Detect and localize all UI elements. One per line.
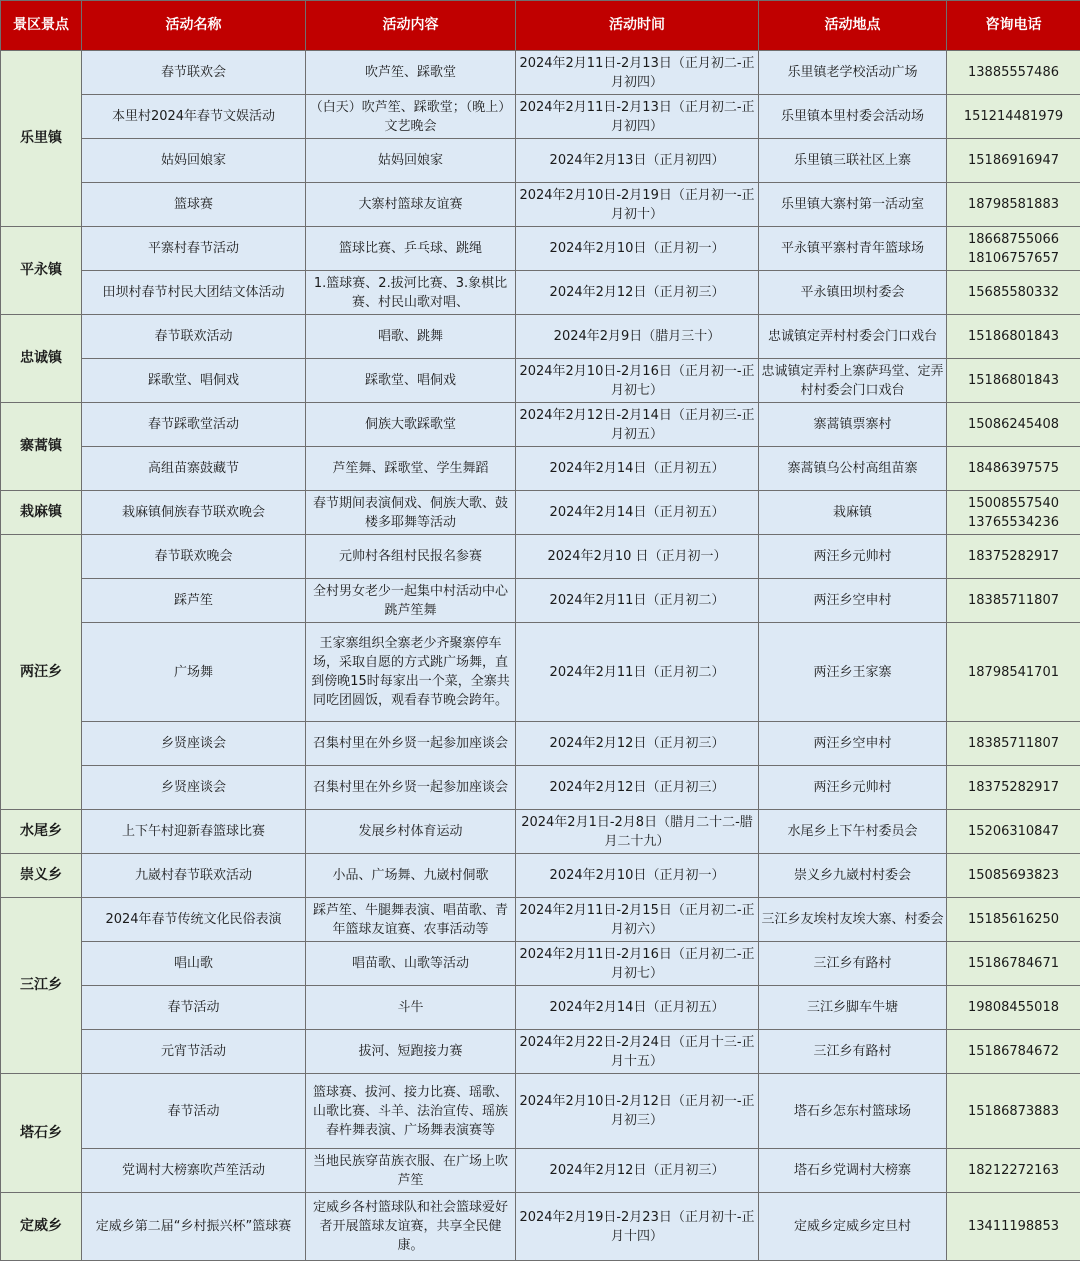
activity-name-cell: 乡贤座谈会 (82, 722, 306, 766)
activity-place-cell: 乐里镇大寨村第一活动室 (759, 183, 947, 227)
activity-place-cell: 定威乡定威乡定旦村 (759, 1193, 947, 1261)
activity-name-cell: 本里村2024年春节文娱活动 (82, 95, 306, 139)
phone-cell: 15186801843 (947, 315, 1080, 359)
activity-time-cell: 2024年2月12日（正月初三） (516, 766, 759, 810)
activity-place-cell: 乐里镇本里村委会活动场 (759, 95, 947, 139)
activity-content-cell: 唱苗歌、山歌等活动 (306, 942, 516, 986)
phone-cell: 15085693823 (947, 854, 1080, 898)
table-row (1, 1030, 1080, 1074)
activity-time-cell: 2024年2月11日-2月15日（正月初二-正月初六） (516, 898, 759, 942)
activity-name-cell: 踩歌堂、唱侗戏 (82, 359, 306, 403)
table-row (1, 491, 1080, 535)
area-cell: 定威乡 (1, 1193, 82, 1261)
activity-place-cell: 忠诚镇定弄村村委会门口戏台 (759, 315, 947, 359)
table-row (1, 810, 1080, 854)
activity-name-cell: 高组苗寨鼓藏节 (82, 447, 306, 491)
activity-time-cell: 2024年2月11日-2月13日（正月初二-正月初四） (516, 51, 759, 95)
phone-cell: 18668755066 18106757657 (947, 227, 1080, 271)
activity-name-cell: 上下午村迎新春篮球比赛 (82, 810, 306, 854)
activity-place-cell: 三江乡有路村 (759, 1030, 947, 1074)
phone-cell: 19808455018 (947, 986, 1080, 1030)
activity-place-cell: 两汪乡元帅村 (759, 535, 947, 579)
activity-content-cell: 吹芦笙、踩歌堂 (306, 51, 516, 95)
table-row (1, 359, 1080, 403)
activity-time-cell: 2024年2月14日（正月初五） (516, 491, 759, 535)
area-cell: 忠诚镇 (1, 315, 82, 403)
activity-name-cell: 踩芦笙 (82, 579, 306, 623)
table-row (1, 271, 1080, 315)
phone-cell: 18375282917 (947, 766, 1080, 810)
activity-time-cell: 2024年2月10日（正月初一） (516, 227, 759, 271)
activity-time-cell: 2024年2月11日（正月初二） (516, 623, 759, 722)
activity-place-cell: 乐里镇三联社区上寨 (759, 139, 947, 183)
activity-name-cell: 九崴村春节联欢活动 (82, 854, 306, 898)
table-row (1, 623, 1080, 722)
activity-time-cell: 2024年2月9日（腊月三十） (516, 315, 759, 359)
activity-time-cell: 2024年2月22日-2月24日（正月十三-正月十五） (516, 1030, 759, 1074)
activity-content-cell: 篮球赛、拔河、接力比赛、瑶歌、山歌比赛、斗羊、法治宣传、瑶族春杵舞表演、广场舞表演赛等 (306, 1074, 516, 1149)
phone-cell: 18375282917 (947, 535, 1080, 579)
phone-cell: 15185616250 (947, 898, 1080, 942)
area-cell: 崇义乡 (1, 854, 82, 898)
activity-name-cell: 元宵节活动 (82, 1030, 306, 1074)
activity-content-cell: 王家寨组织全寨老少齐聚寨停车场，采取自愿的方式跳广场舞，直到傍晚15时每家出一个菜，全寨共同吃团圆饭，观看春节晚会跨年。 (306, 623, 516, 722)
table-row (1, 227, 1080, 271)
area-cell: 栽麻镇 (1, 491, 82, 535)
area-cell: 平永镇 (1, 227, 82, 315)
activity-content-cell: 篮球比赛、乒乓球、跳绳 (306, 227, 516, 271)
activity-content-cell: 芦笙舞、踩歌堂、学生舞蹈 (306, 447, 516, 491)
phone-cell: 13885557486 (947, 51, 1080, 95)
activity-place-cell: 崇义乡九崴村村委会 (759, 854, 947, 898)
activity-name-cell: 栽麻镇侗族春节联欢晚会 (82, 491, 306, 535)
activity-name-cell: 春节联欢晚会 (82, 535, 306, 579)
activity-time-cell: 2024年2月13日（正月初四） (516, 139, 759, 183)
table-row (1, 1149, 1080, 1193)
activity-content-cell: 踩芦笙、牛腿舞表演、唱苗歌、青年篮球友谊赛、农事活动等 (306, 898, 516, 942)
activity-name-cell: 乡贤座谈会 (82, 766, 306, 810)
area-cell: 乐里镇 (1, 51, 82, 227)
phone-cell: 15186916947 (947, 139, 1080, 183)
activity-time-cell: 2024年2月14日（正月初五） (516, 447, 759, 491)
table-row (1, 95, 1080, 139)
table-row (1, 1074, 1080, 1149)
area-cell: 塔石乡 (1, 1074, 82, 1193)
activity-name-cell: 春节联欢会 (82, 51, 306, 95)
table-row (1, 766, 1080, 810)
activity-name-cell: 广场舞 (82, 623, 306, 722)
phone-cell: 15685580332 (947, 271, 1080, 315)
table-row (1, 315, 1080, 359)
table-row (1, 447, 1080, 491)
area-cell: 两汪乡 (1, 535, 82, 810)
activity-time-cell: 2024年2月12日（正月初三） (516, 1149, 759, 1193)
activity-content-cell: 小品、广场舞、九崴村侗歌 (306, 854, 516, 898)
activity-time-cell: 2024年2月10 日（正月初一） (516, 535, 759, 579)
activity-place-cell: 两汪乡元帅村 (759, 766, 947, 810)
activity-time-cell: 2024年2月11日-2月16日（正月初二-正月初七） (516, 942, 759, 986)
activity-time-cell: 2024年2月10日-2月12日（正月初一-正月初三） (516, 1074, 759, 1149)
header-phone: 咨询电话 (947, 1, 1080, 51)
activity-time-cell: 2024年2月11日-2月13日（正月初二-正月初四） (516, 95, 759, 139)
activity-place-cell: 两汪乡空申村 (759, 579, 947, 623)
activity-place-cell: 塔石乡怎东村篮球场 (759, 1074, 947, 1149)
table-row (1, 51, 1080, 95)
phone-cell: 15008557540 13765534236 (947, 491, 1080, 535)
activity-place-cell: 两汪乡王家寨 (759, 623, 947, 722)
activity-place-cell: 寨蒿镇乌公村高组苗寨 (759, 447, 947, 491)
header-activity-content: 活动内容 (306, 1, 516, 51)
activity-name-cell: 平寨村春节活动 (82, 227, 306, 271)
activity-name-cell: 田坝村春节村民大团结文体活动 (82, 271, 306, 315)
activity-content-cell: 侗族大歌踩歌堂 (306, 403, 516, 447)
activity-name-cell: 春节联欢活动 (82, 315, 306, 359)
phone-cell: 18212272163 (947, 1149, 1080, 1193)
table-row (1, 942, 1080, 986)
phone-cell: 13411198853 (947, 1193, 1080, 1261)
table-row (1, 1193, 1080, 1261)
table-row (1, 986, 1080, 1030)
activity-content-cell: 唱歌、跳舞 (306, 315, 516, 359)
activity-content-cell: （白天）吹芦笙、踩歌堂；（晚上）文艺晚会 (306, 95, 516, 139)
header-activity-place: 活动地点 (759, 1, 947, 51)
phone-cell: 18798541701 (947, 623, 1080, 722)
activity-content-cell: 召集村里在外乡贤一起参加座谈会 (306, 766, 516, 810)
table-row (1, 898, 1080, 942)
activity-content-cell: 姑妈回娘家 (306, 139, 516, 183)
activity-name-cell: 2024年春节传统文化民俗表演 (82, 898, 306, 942)
activity-content-cell: 召集村里在外乡贤一起参加座谈会 (306, 722, 516, 766)
header-activity-name: 活动名称 (82, 1, 306, 51)
phone-cell: 15186784671 (947, 942, 1080, 986)
phone-cell: 18798581883 (947, 183, 1080, 227)
activity-place-cell: 寨蒿镇票寨村 (759, 403, 947, 447)
activity-name-cell: 春节活动 (82, 986, 306, 1030)
table-row (1, 183, 1080, 227)
phone-cell: 15186801843 (947, 359, 1080, 403)
table-body (1, 51, 1080, 1261)
activity-time-cell: 2024年2月12日（正月初三） (516, 722, 759, 766)
header-area: 景区景点 (1, 1, 82, 51)
phone-cell: 18385711807 (947, 579, 1080, 623)
activity-time-cell: 2024年2月12日（正月初三） (516, 271, 759, 315)
table-row (1, 722, 1080, 766)
activity-place-cell: 两汪乡空申村 (759, 722, 947, 766)
activity-name-cell: 春节活动 (82, 1074, 306, 1149)
activity-time-cell: 2024年2月10日-2月19日（正月初一-正月初十） (516, 183, 759, 227)
activity-name-cell: 春节踩歌堂活动 (82, 403, 306, 447)
activity-content-cell: 全村男女老少一起集中村活动中心跳芦笙舞 (306, 579, 516, 623)
activity-time-cell: 2024年2月10日-2月16日（正月初一-正月初七） (516, 359, 759, 403)
activity-content-cell: 大寨村篮球友谊赛 (306, 183, 516, 227)
phone-cell: 18385711807 (947, 722, 1080, 766)
area-cell: 水尾乡 (1, 810, 82, 854)
activity-content-cell: 1.篮球赛、2.拔河比赛、3.象棋比赛、村民山歌对唱、 (306, 271, 516, 315)
activity-content-cell: 踩歌堂、唱侗戏 (306, 359, 516, 403)
activity-place-cell: 三江乡友埃村友埃大寨、村委会 (759, 898, 947, 942)
header-row (1, 1, 1080, 51)
activity-place-cell: 塔石乡党调村大榜寨 (759, 1149, 947, 1193)
header-activity-time: 活动时间 (516, 1, 759, 51)
activity-content-cell: 拔河、短跑接力赛 (306, 1030, 516, 1074)
activity-content-cell: 斗牛 (306, 986, 516, 1030)
table-row (1, 854, 1080, 898)
activity-place-cell: 三江乡有路村 (759, 942, 947, 986)
activity-name-cell: 党调村大榜寨吹芦笙活动 (82, 1149, 306, 1193)
activity-place-cell: 栽麻镇 (759, 491, 947, 535)
table-row (1, 579, 1080, 623)
phone-cell: 15186784672 (947, 1030, 1080, 1074)
activity-name-cell: 篮球赛 (82, 183, 306, 227)
activity-name-cell: 定威乡第二届“乡村振兴杯”篮球赛 (82, 1193, 306, 1261)
activity-place-cell: 乐里镇老学校活动广场 (759, 51, 947, 95)
phone-cell: 18486397575 (947, 447, 1080, 491)
activity-time-cell: 2024年2月12日-2月14日（正月初三-正月初五） (516, 403, 759, 447)
activity-time-cell: 2024年2月11日（正月初二） (516, 579, 759, 623)
table-row (1, 403, 1080, 447)
activity-place-cell: 平永镇田坝村委会 (759, 271, 947, 315)
phone-cell: 15186873883 (947, 1074, 1080, 1149)
activity-content-cell: 发展乡村体育运动 (306, 810, 516, 854)
table-row (1, 139, 1080, 183)
activity-time-cell: 2024年2月14日（正月初五） (516, 986, 759, 1030)
phone-cell: 15086245408 (947, 403, 1080, 447)
phone-cell: 15206310847 (947, 810, 1080, 854)
activity-content-cell: 当地民族穿苗族衣服、在广场上吹芦笙 (306, 1149, 516, 1193)
activity-place-cell: 三江乡脚车牛塘 (759, 986, 947, 1030)
activity-name-cell: 唱山歌 (82, 942, 306, 986)
activity-time-cell: 2024年2月19日-2月23日（正月初十-正月十四） (516, 1193, 759, 1261)
area-cell: 三江乡 (1, 898, 82, 1074)
activity-place-cell: 忠诚镇定弄村上寨萨玛堂、定弄村村委会门口戏台 (759, 359, 947, 403)
activity-content-cell: 元帅村各组村民报名参赛 (306, 535, 516, 579)
area-cell: 寨蒿镇 (1, 403, 82, 491)
activity-place-cell: 水尾乡上下午村委员会 (759, 810, 947, 854)
activity-content-cell: 春节期间表演侗戏、侗族大歌、鼓楼多耶舞等活动 (306, 491, 516, 535)
activity-time-cell: 2024年2月1日-2月8日（腊月二十二-腊月二十九） (516, 810, 759, 854)
phone-cell: 151214481979 (947, 95, 1080, 139)
table-row (1, 535, 1080, 579)
activity-time-cell: 2024年2月10日（正月初一） (516, 854, 759, 898)
activity-content-cell: 定威乡各村篮球队和社会篮球爱好者开展篮球友谊赛，共享全民健康。 (306, 1193, 516, 1261)
activity-place-cell: 平永镇平寨村青年篮球场 (759, 227, 947, 271)
activity-name-cell: 姑妈回娘家 (82, 139, 306, 183)
